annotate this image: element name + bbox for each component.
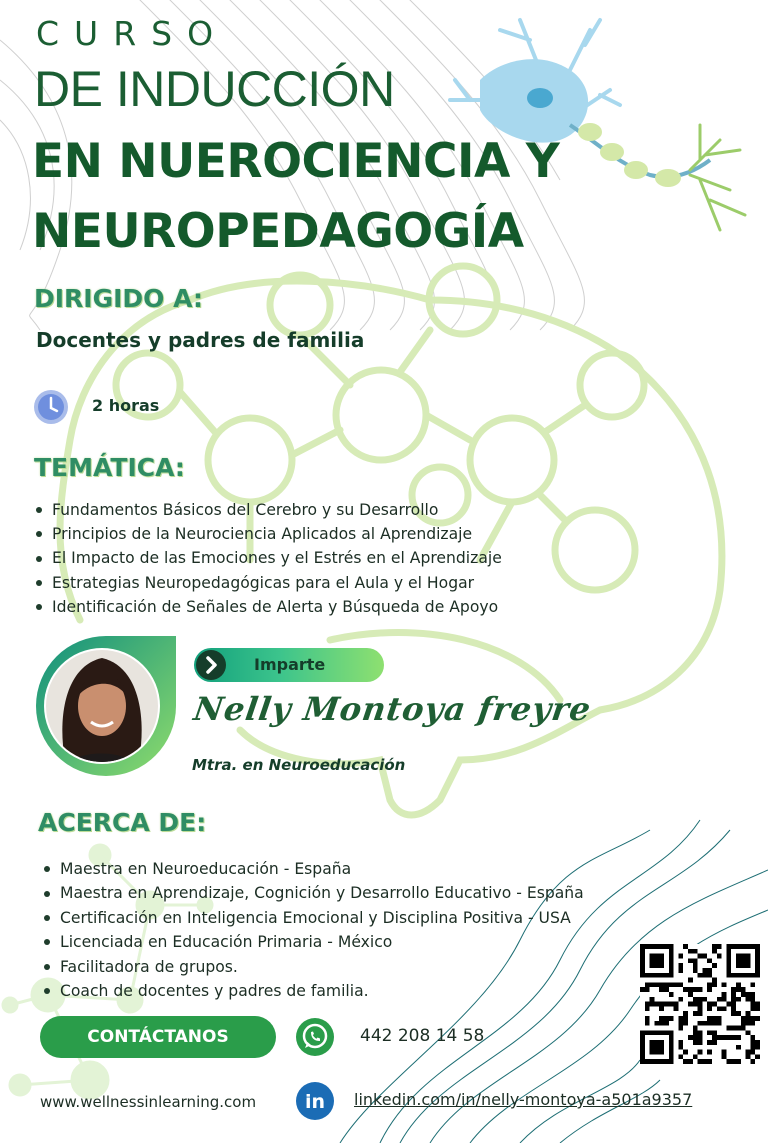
topics-list (34, 498, 502, 619)
audience-heading: DIRIGIDO A: (34, 284, 203, 313)
phone-number: 442 208 14 58 (360, 1026, 485, 1046)
topic-item: Estrategias Neuropedagógicas para el Aula y el Hogar (34, 571, 502, 595)
about-heading: ACERCA DE: (38, 808, 207, 837)
topic-item: Principios de la Neurociencia Aplicados al Aprendizaje (34, 522, 502, 546)
instructor-badge-label: Imparte (254, 655, 326, 674)
course-title-line-2: EN NUEROCIENCIA Y (32, 134, 560, 189)
about-item: Maestra en Aprendizaje, Cognición y Desarrollo Educativo - España (42, 881, 584, 905)
instructor-photo (36, 636, 176, 776)
instructor-role: Mtra. en Neuroeducación (192, 756, 406, 774)
about-item: Certificación en Inteligencia Emocional y Disciplina Positiva - USA (42, 906, 584, 930)
contact-button[interactable]: CONTÁCTANOS (40, 1016, 276, 1058)
duration-text: 2 horas (92, 396, 160, 415)
topic-item: Fundamentos Básicos del Cerebro y su Desarrollo (34, 498, 502, 522)
about-item: Facilitadora de grupos. (42, 955, 584, 979)
course-kicker: CURSO (36, 14, 229, 53)
clock-icon (34, 390, 68, 424)
about-item: Coach de docentes y padres de familia. (42, 979, 584, 1003)
linkedin-icon-text: in (304, 1091, 326, 1113)
audience-text: Docentes y padres de familia (36, 328, 365, 352)
course-title-line-3: NEUROPEDAGOGÍA (32, 204, 524, 259)
qr-code-modules (640, 944, 760, 1064)
topic-item: Identificación de Señales de Alerta y Búsqueda de Apoyo (34, 595, 502, 619)
about-list (42, 857, 584, 1003)
website-link[interactable]: www.wellnessinlearning.com (40, 1093, 257, 1111)
whatsapp-icon[interactable] (296, 1018, 334, 1056)
topic-item: El Impacto de las Emociones y el Estrés en el Aprendizaje (34, 546, 502, 570)
linkedin-link[interactable]: linkedin.com/in/nelly-montoya-a501a9357 (354, 1090, 693, 1109)
neuron-decoration (450, 20, 745, 230)
qr-code[interactable] (640, 944, 760, 1064)
course-title-line-1: DE INDUCCIÓN (34, 61, 395, 117)
instructor-name-signature: Nelly Montoya freyre (191, 690, 594, 728)
about-item: Licenciada en Educación Primaria - México (42, 930, 584, 954)
topics-heading: TEMÁTICA: (34, 453, 185, 482)
about-item: Maestra en Neuroeducación - España (42, 857, 584, 881)
chevron-right-icon (196, 650, 226, 680)
linkedin-icon[interactable] (296, 1082, 334, 1120)
